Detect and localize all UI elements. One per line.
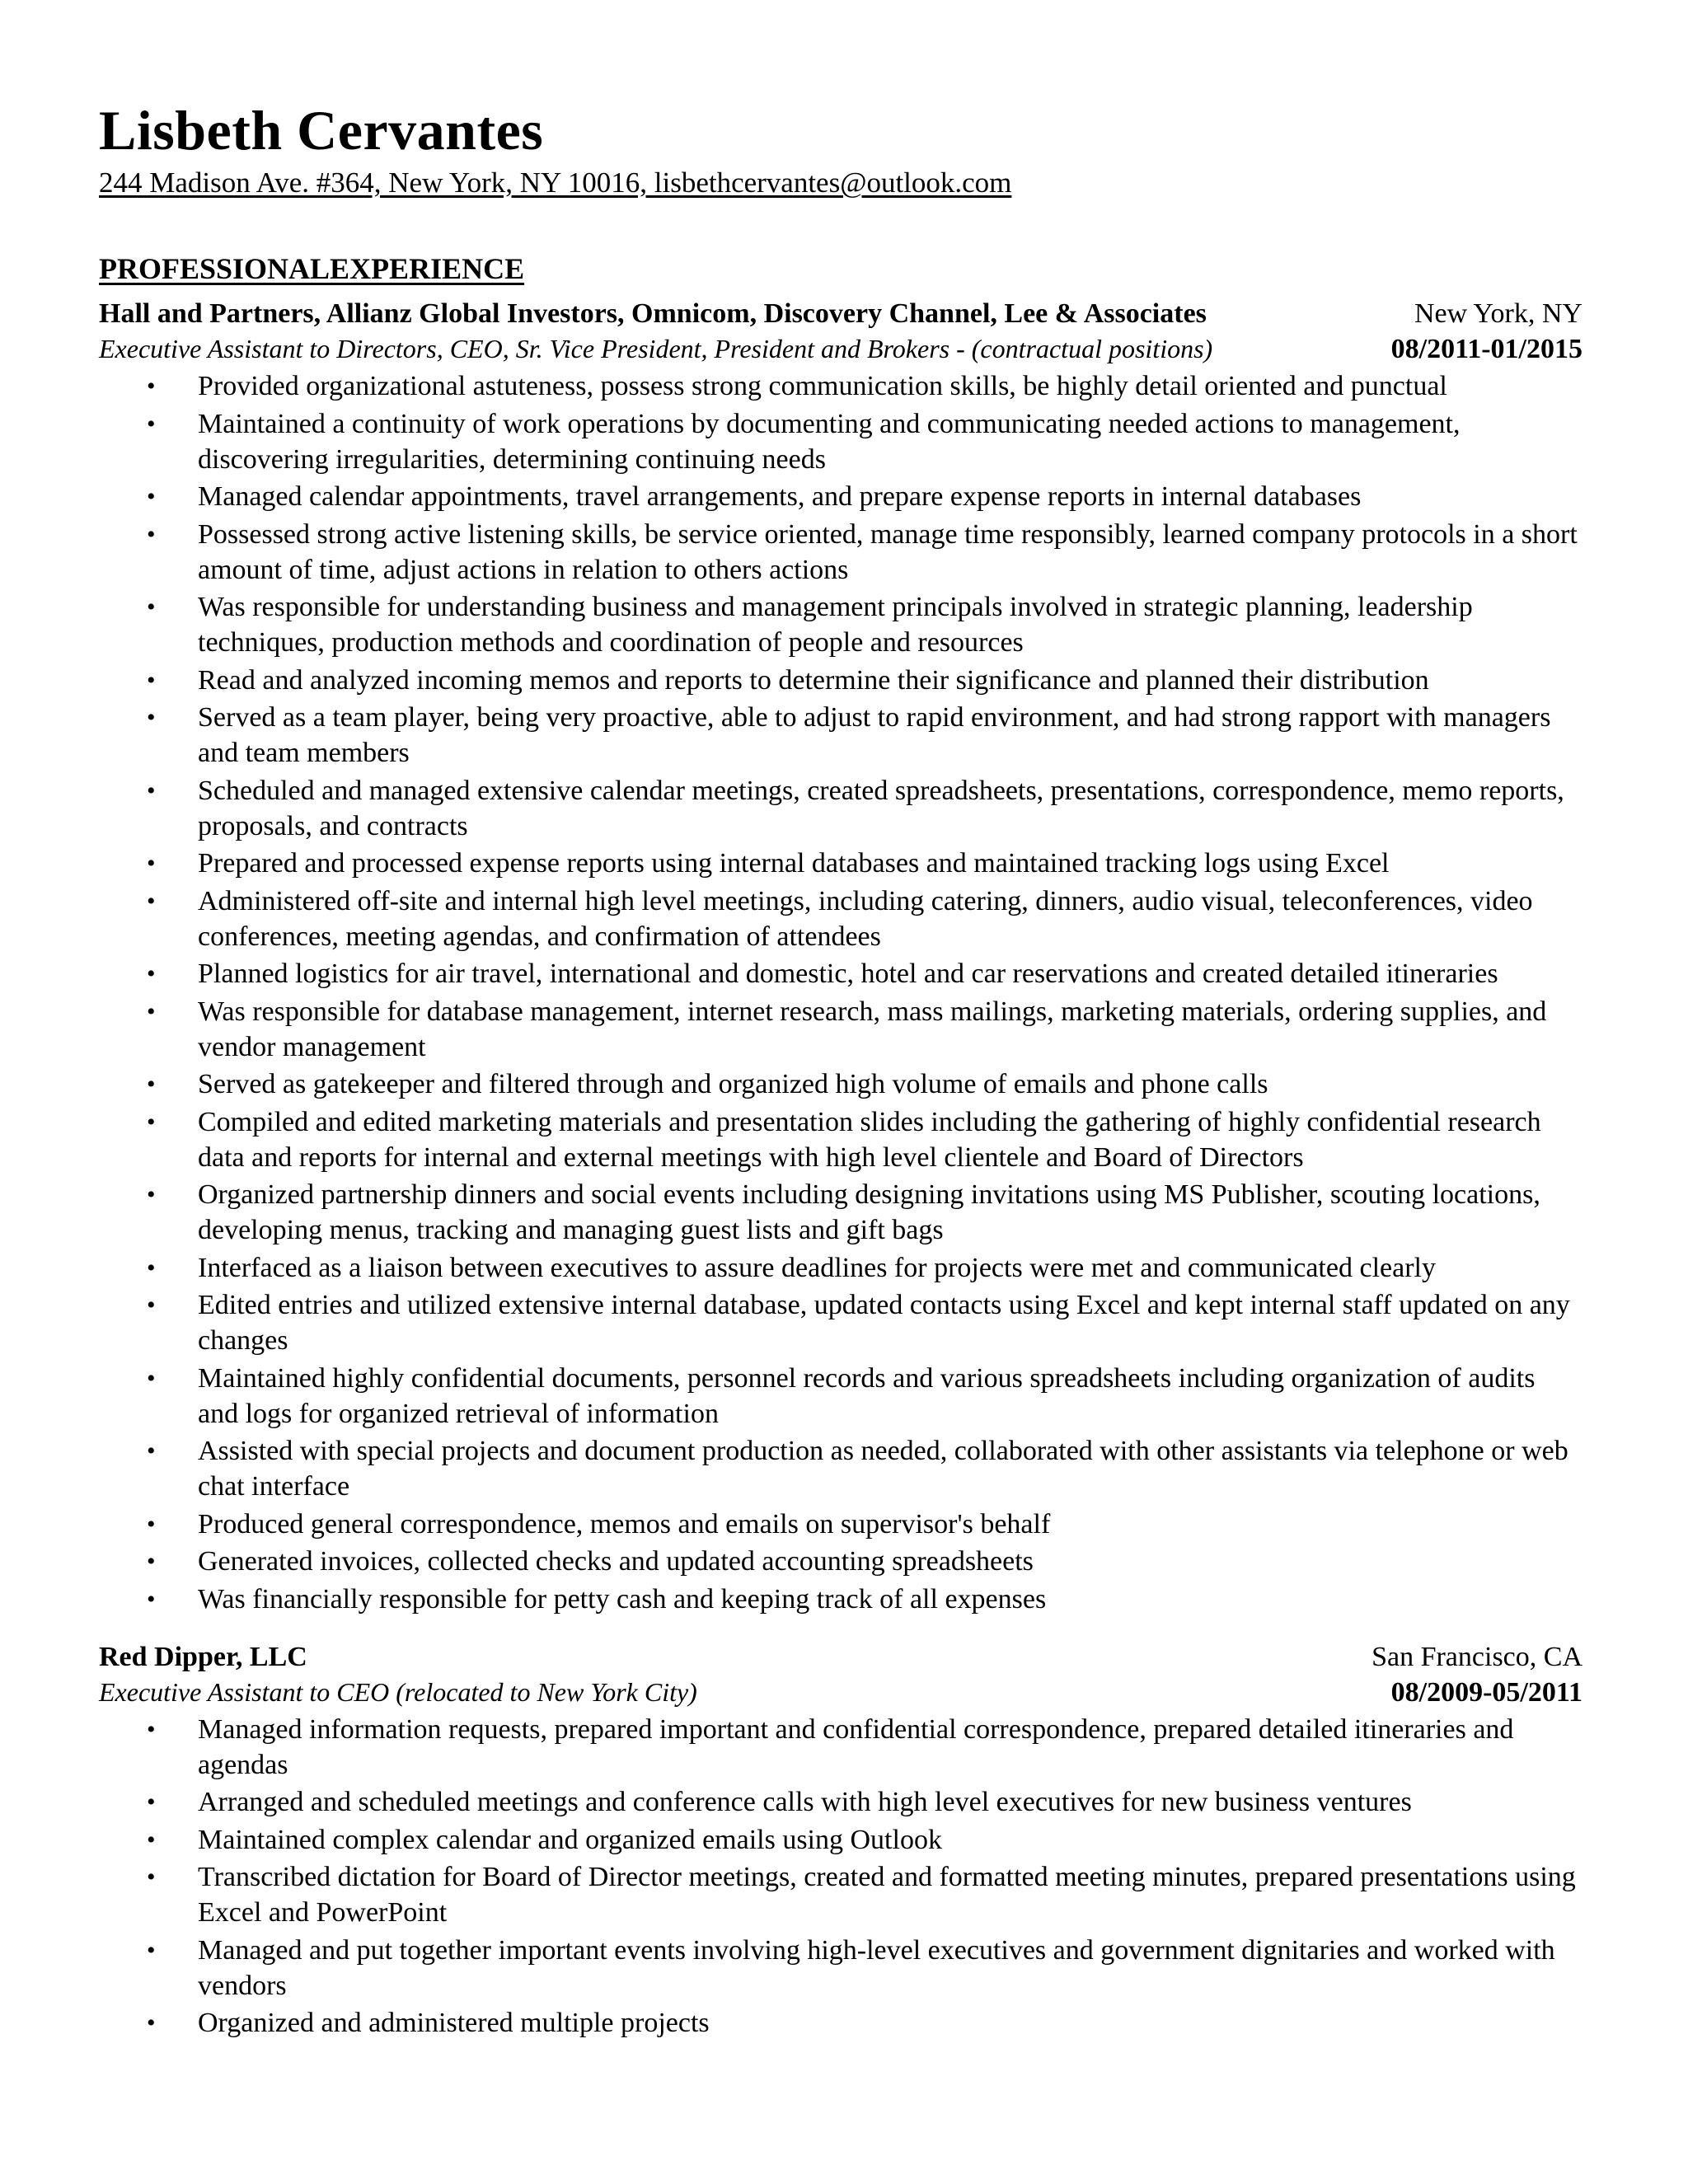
responsibility-text: Scheduled and managed extensive calendar meetings, created spreadsheets, presentations, correspondence, memo reports, proposals, and contracts [198,775,1564,841]
responsibility-item [147,1933,1582,2004]
job-entry [99,297,1582,1617]
responsibility-text: Edited entries and utilized extensive internal database, updated contacts using Excel and kept internal staff updated on any changes [198,1290,1570,1356]
bullet-icon: • [147,704,156,731]
responsibility-item [147,1250,1582,1286]
bullet-icon: • [147,1510,156,1538]
responsibility-text: Transcribed dictation for Board of Director meetings, created and formatted meeting minutes, prepared presentations using Excel and PowerPoint [198,1862,1576,1928]
responsibility-item [147,994,1582,1065]
responsibility-item [147,406,1582,477]
responsibility-item [147,1066,1582,1102]
responsibility-item [147,368,1582,404]
bullet-icon: • [147,373,156,400]
responsibility-text: Maintained highly confidential documents, personnel records and various spreadsheets including organization of audits and logs for organized retrieval of information [198,1362,1536,1429]
bullet-icon: • [147,850,156,877]
responsibility-list [99,1712,1582,2041]
bullet-icon: • [147,1788,156,1816]
responsibility-text: Interfaced as a liaison between executives to assure deadlines for projects were met and communicated clearly [198,1252,1436,1283]
responsibility-item [147,1361,1582,1432]
responsibility-item [147,1433,1582,1504]
responsibility-item [147,1177,1582,1248]
responsibility-item [147,2005,1582,2041]
responsibility-item [147,1859,1582,1930]
responsibility-item [147,1287,1582,1358]
responsibility-text: Maintained a continuity of work operations by documenting and communicating needed actions to management, discovering irregularities, determining continuing needs [198,408,1461,475]
bullet-icon: • [147,1108,156,1136]
resume-page [99,97,1582,2043]
company-name: Red Dipper, LLC [99,1641,307,1672]
bullet-icon: • [147,960,156,987]
responsibility-item [147,883,1582,954]
responsibility-text: Administered off-site and internal high level meetings, including catering, dinners, audio visual, teleconferences, video conferences, meeting agendas, and confirmation of attendees [198,885,1533,952]
bullet-icon: • [147,410,156,438]
responsibility-text: Was responsible for understanding business and management principals involved in strategic planning, leadership techniques, production methods and coordination of people and resources [198,592,1473,658]
responsibility-item [147,1507,1582,1542]
bullet-icon: • [147,887,156,915]
bullet-icon: • [147,1181,156,1208]
responsibility-item [147,1712,1582,1783]
bullet-icon: • [147,776,156,804]
experience-list [99,297,1582,2041]
bullet-icon: • [147,1437,156,1465]
contact-info: 244 Madison Ave. #364, New York, NY 10016, lisbethcervantes@outlook.com [99,166,1012,199]
job-header-row [99,1640,1582,1675]
job-title: Executive Assistant to Directors, CEO, Sr. Vice President, President and Brokers - (contractual positions) [99,334,1213,363]
bullet-icon: • [147,666,156,694]
responsibility-text: Generated invoices, collected checks and updated accounting spreadsheets [198,1546,1034,1577]
responsibility-text: Served as gatekeeper and filtered through and organized high volume of emails and phone calls [198,1069,1268,1099]
candidate-name: Lisbeth Cervantes [99,99,544,162]
company-name: Hall and Partners, Allianz Global Investors, Omnicom, Discovery Channel, Lee & Associates [99,298,1207,329]
bullet-icon: • [147,1825,156,1854]
responsibility-text: Arranged and scheduled meetings and conference calls with high level executives for new business ventures [198,1787,1412,1817]
bullet-icon: • [147,2009,156,2036]
bullet-icon: • [147,1715,156,1743]
responsibility-item [147,700,1582,771]
responsibility-item [147,589,1582,660]
bullet-icon: • [147,1364,156,1392]
job-entry [99,1640,1582,2041]
section-heading-experience: PROFESSIONALEXPERIENCE [99,252,525,285]
bullet-icon: • [147,1071,156,1098]
responsibility-text: Planned logistics for air travel, international and domestic, hotel and car reservations and created detailed itineraries [198,958,1498,989]
responsibility-text: Was financially responsible for petty cash and keeping track of all expenses [198,1583,1047,1615]
responsibility-text: Was responsible for database management, internet research, mass mailings, marketing materials, ordering supplies, and vendor management [198,996,1547,1062]
responsibility-text: Organized and administered multiple projects [198,2008,710,2038]
bullet-icon: • [147,1254,156,1282]
responsibility-text: Managed and put together important events involving high-level executives and government dignitaries and worked with vendors [198,1934,1555,2001]
responsibility-text: Compiled and edited marketing materials and presentation slides including the gathering of highly confidential research data and reports for internal and external meetings with high level clientele and Board of Directors [198,1106,1541,1173]
responsibility-text: Managed calendar appointments, travel arrangements, and prepare expense reports in internal databases [198,481,1362,512]
responsibility-text: Prepared and processed expense reports using internal databases and maintained tracking logs using Excel [198,848,1390,879]
responsibility-item [147,773,1582,844]
responsibility-text: Read and analyzed incoming memos and reports to determine their significance and planned their distribution [198,664,1429,696]
responsibility-item [147,663,1582,698]
job-dates: 08/2011-01/2015 [1390,334,1582,364]
bullet-icon: • [147,997,156,1025]
job-location: San Francisco, CA [1372,1641,1582,1672]
bullet-icon: • [147,1936,156,1964]
job-dates: 08/2009-05/2011 [1390,1676,1582,1708]
bullet-icon: • [147,1585,156,1613]
responsibility-item [147,1104,1582,1175]
responsibility-item [147,1784,1582,1820]
job-title-row [99,331,1582,367]
bullet-icon: • [147,1863,156,1891]
bullet-icon: • [147,1548,156,1575]
responsibility-item [147,1582,1582,1617]
responsibility-text: Served as a team player, being very proactive, able to adjust to rapid environment, and had strong rapport with managers and team members [198,702,1551,768]
bullet-icon: • [147,593,156,621]
responsibility-text: Organized partnership dinners and social events including designing invitations using MS Publisher, scouting locations, developing menus, tracking and managing guest lists and gift bags [198,1179,1540,1245]
responsibility-item [147,517,1582,588]
job-header-row [99,297,1582,331]
job-location: New York, NY [1414,298,1582,329]
job-title: Executive Assistant to CEO (relocated to New York City) [99,1676,697,1707]
responsibility-text: Produced general correspondence, memos and emails on supervisor's behalf [198,1508,1051,1540]
bullet-icon: • [147,483,156,510]
responsibility-item [147,479,1582,514]
bullet-icon: • [147,520,156,548]
responsibility-item [147,846,1582,881]
responsibility-text: Provided organizational astuteness, possess strong communication skills, be highly detail oriented and punctual [198,371,1447,401]
responsibility-text: Maintained complex calendar and organized emails using Outlook [198,1824,942,1855]
responsibility-item [147,956,1582,991]
responsibility-item [147,1544,1582,1579]
responsibility-item [147,1822,1582,1858]
responsibility-list [99,368,1582,1617]
responsibility-text: Assisted with special projects and document production as needed, collaborated with other assistants via telephone or web chat interface [198,1436,1568,1502]
responsibility-text: Possessed strong active listening skills, be service oriented, manage time responsibly, learned company protocols in a short amount of time, adjust actions in relation to others actions [198,518,1578,585]
job-title-row [99,1675,1582,1710]
bullet-icon: • [147,1291,156,1319]
responsibility-text: Managed information requests, prepared important and confidential correspondence, prepared detailed itineraries and agendas [198,1713,1514,1780]
